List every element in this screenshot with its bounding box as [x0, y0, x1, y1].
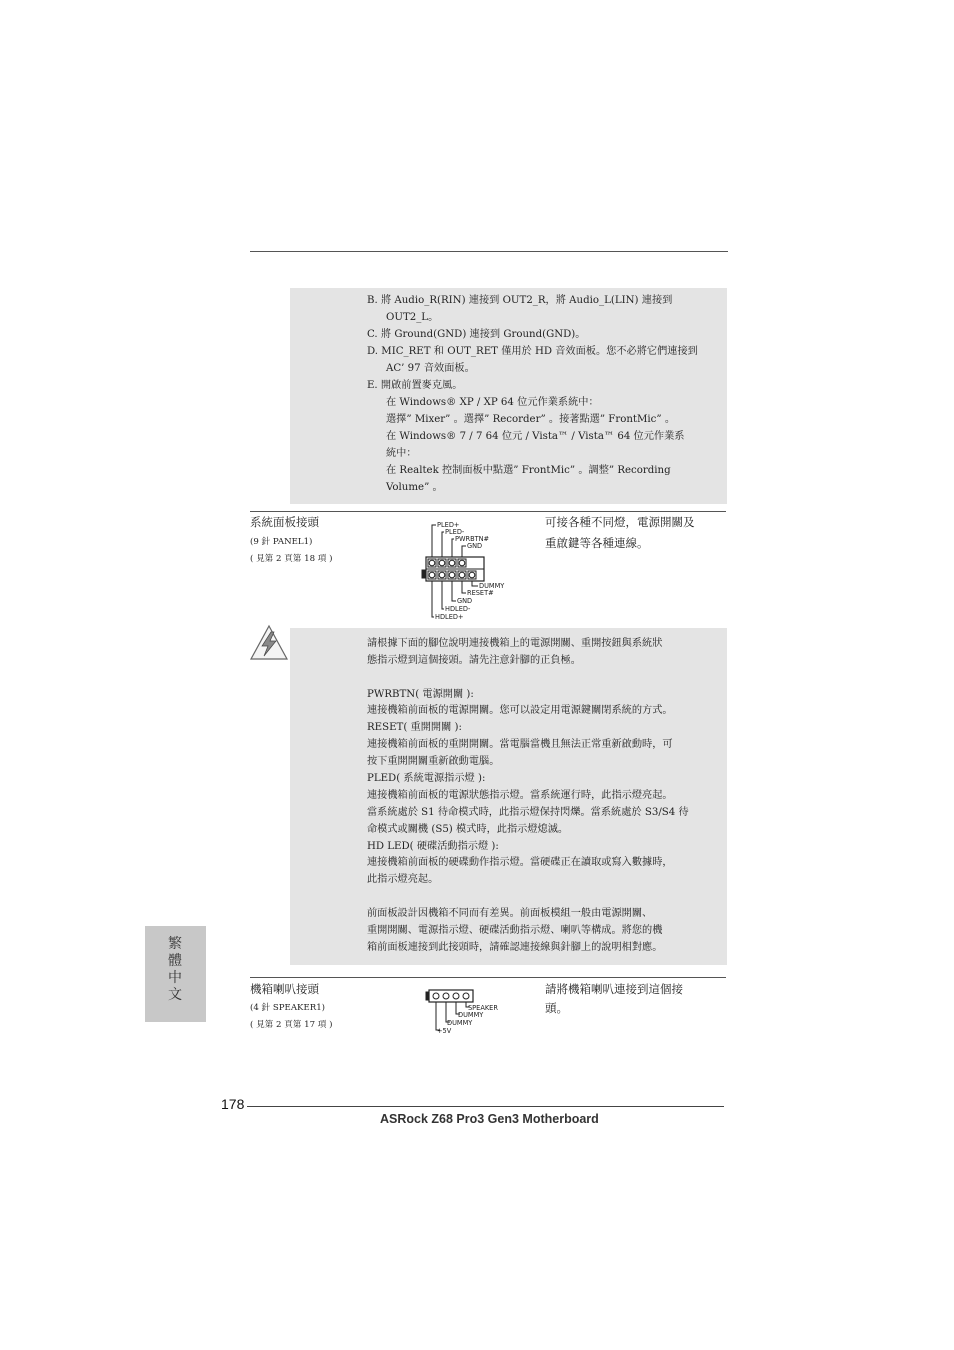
- pin-label-pled-minus: PLED-: [445, 528, 465, 536]
- audio-step-line: 在 Windows® 7 / 7 64 位元 / Vista™ / Vista™ 64 位元作業系: [386, 431, 685, 442]
- panel-note-line: 連接機箱前面板的硬碟動作指示燈。當硬碟正在讀取或寫入數據時，: [367, 857, 673, 868]
- panel-desc-line1: 可接各種不同燈，電源開關及: [545, 515, 695, 529]
- panel-note-line: 重開開關、電源指示燈、硬碟活動指示燈、喇叭等構成。將您的機: [367, 925, 663, 936]
- pin-label-pwrbtn: PWRBTN#: [455, 535, 490, 543]
- panel-pins: (9 針 PANEL1): [250, 537, 313, 547]
- pin-label-pled-plus: PLED+: [437, 521, 460, 529]
- panel-note-line: 連接機箱前面板的電源狀態指示燈。當系統運行時，此指示燈亮起。: [367, 790, 673, 801]
- pin-label-dummy-1: DUMMY: [458, 1011, 484, 1019]
- panel-note-line: 箱前面板連接到此接頭時，請確認連接線與針腳上的說明相對應。: [367, 942, 663, 953]
- pin-label-speaker: SPEAKER: [468, 1004, 498, 1012]
- pin-label-hdled-minus: HDLED-: [445, 605, 471, 613]
- panel-note-line: 命模式或關機 (S5) 模式時，此指示燈熄滅。: [367, 824, 569, 835]
- pin-label-dummy: DUMMY: [479, 582, 505, 590]
- speaker-title: 機箱喇叭接頭: [250, 982, 319, 996]
- footer-rule: [247, 1106, 724, 1107]
- panel-note-line: 當系統處於 S1 待命模式時，此指示燈保持閃爍。當系統處於 S3/S4 待: [367, 807, 689, 818]
- panel-note-line: HD LED( 硬碟活動指示燈 ):: [367, 841, 499, 852]
- panel-note-line: 按下重開開關重新啟動電腦。: [367, 756, 500, 767]
- pin-label-gnd-top: GND: [467, 542, 483, 550]
- panel-note-line: 前面板設計因機箱不同而有差異。前面板模組一般由電源開關、: [367, 908, 653, 919]
- audio-step-line: OUT2_L。: [386, 312, 439, 323]
- audio-step-line: C. 將 Ground(GND) 連接到 Ground(GND)。: [367, 329, 586, 340]
- footer-title: ASRock Z68 Pro3 Gen3 Motherboard: [380, 1112, 599, 1126]
- speaker-rule: [250, 977, 726, 978]
- panel-note-line: RESET( 重開開關 ):: [367, 722, 462, 733]
- panel-note-line: 連接機箱前面板的重開開關。當電腦當機且無法正常重新啟動時，可: [367, 739, 673, 750]
- pin-label-gnd-bottom: GND: [457, 597, 473, 605]
- panel-note-line: 請根據下面的腳位說明連接機箱上的電源開關、重開按鈕與系統狀: [367, 638, 663, 649]
- panel-title: 系統面板接頭: [250, 515, 319, 529]
- speaker-desc-line1: 請將機箱喇叭連接到這個接: [545, 982, 683, 996]
- top-rule: [250, 251, 728, 252]
- pin-label-hdled-plus: HDLED+: [435, 613, 464, 621]
- panel-note-line: PWRBTN( 電源開關 ):: [367, 689, 474, 700]
- warning-icon: [249, 624, 289, 662]
- panel-ref: ( 見第 2 頁第 18 項 ): [250, 554, 333, 564]
- panel-rule: [250, 511, 726, 512]
- panel-desc-line2: 重啟鍵等各種連線。: [545, 536, 649, 550]
- panel-note-line: 態指示燈到這個接頭。請先注意針腳的正負極。: [367, 655, 581, 666]
- speaker-pins: (4 針 SPEAKER1): [250, 1003, 326, 1013]
- audio-step-line: 統中：: [386, 448, 417, 459]
- pin-label-dummy-2: DUMMY: [447, 1019, 473, 1027]
- audio-step-line: D. MIC_RET 和 OUT_RET 僅用於 HD 音效面板。您不必將它們連接到: [367, 346, 698, 357]
- audio-step-line: B. 將 Audio_R(RIN) 連接到 OUT2_R，將 Audio_L(LIN) 連接到: [367, 295, 673, 306]
- side-tab-label: 繁體中文: [168, 936, 182, 1003]
- audio-step-line: 在 Realtek 控制面板中點選” FrontMic” 。調整” Recording: [386, 465, 671, 476]
- audio-step-line: E. 開啟前置麥克風。: [367, 380, 463, 391]
- panel-note-line: 此指示燈亮起。: [367, 874, 439, 885]
- audio-step-line: AC’ 97 音效面板。: [386, 363, 475, 374]
- language-side-tab: [145, 926, 206, 1022]
- panel-connector-diagram: [420, 518, 530, 624]
- speaker-ref: ( 見第 2 頁第 17 項 ): [250, 1020, 333, 1030]
- audio-step-line: Volume” 。: [386, 482, 443, 493]
- pin-label-reset: RESET#: [467, 589, 494, 597]
- audio-step-line: 在 Windows® XP / XP 64 位元作業系統中：: [386, 397, 599, 408]
- panel-note-line: PLED( 系統電源指示燈 ):: [367, 773, 486, 784]
- speaker-desc-line2: 頭。: [545, 1001, 568, 1015]
- page-number: 178: [221, 1096, 245, 1112]
- panel-note-line: 連接機箱前面板的電源開關。您可以設定用電源鍵關閉系統的方式。: [367, 705, 673, 716]
- audio-step-line: 選擇” Mixer” 。選擇” Recorder” 。接著點選” FrontMic” 。: [386, 414, 676, 425]
- pin-label-plus5v: +5V: [437, 1027, 452, 1035]
